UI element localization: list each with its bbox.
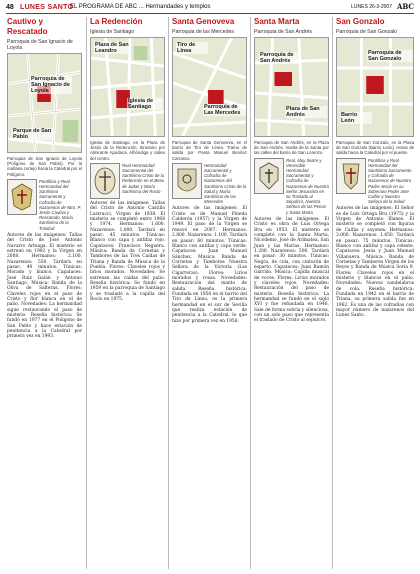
map-caption: Parroquia de Santa Genoveva, en el barrio de Tiro de Línea. Tramo de salida por Poeta Manuel Benítez Carrasco. bbox=[172, 140, 247, 161]
article-body: Autores de las imágenes: El Cristo es obra de Luis Ortega Bru en 1953. El misterio se completó con la Santa Marta, Nicodemo, José de Arimatea, San Juan y las Marías. Hermanos: 1.200. Nazarenos: 500. Tardará en pasar: 30 minutos. Túnicas: Negra, de cola, con cinturón de esparto. Capataces: Juan Ramón Garrido. Música: Capilla musical de voces. Flores: Lirios morados y claveles rojos. Novedades: Restauración del paso de misterio. Reseña histórica: La hermandad se fundó en el siglo XVI y fue refundada en 1946. Sale de forma sobria y silenciosa, con un solo paso que representa el traslado de Cristo al sepulcro. bbox=[254, 216, 329, 324]
column-title: San Gonzalo bbox=[336, 17, 385, 26]
street-map bbox=[7, 53, 82, 153]
column-title: Santa Genoveva bbox=[172, 17, 235, 26]
map-label-church: Parroquia de San Gonzalo bbox=[367, 50, 413, 62]
page-number: 48 bbox=[6, 4, 14, 11]
section-title: LUNES SANTO bbox=[20, 4, 74, 11]
map-label-street: Plaza de San Andrés bbox=[285, 106, 327, 118]
street-map bbox=[254, 37, 329, 137]
column-san-gonzalo bbox=[332, 17, 417, 569]
street-map bbox=[90, 37, 165, 137]
article-body: Autores de las imágenes: El Cristo es de Manuel Pineda Calderón (1957) y la Virgen de 1949. El paso de la Virgen se renovó en 2007. Hermanos: 2.800. Nazarenos: 1.100. Tardará en pasar: 60 minutos. Túnicas: Blanco con antifaz y capa verde. Capataces: Juan Manuel Sánchez. Música: Banda de Cornetas y Tambores Nuestra Señora de la Victoria (Las Cigarreras). Flores: Lirios morados y rosas. Novedades: Restauración del manto de salida. Reseña histórica: Fundada en 1956 en el barrio del Tiro de Línea, es la primera hermandad en el sur de Sevilla que realiza estación de penitencia a la Catedral, lo que hizo por primera vez en 1958. bbox=[172, 206, 247, 324]
street-map bbox=[172, 37, 247, 137]
emblem-block bbox=[7, 179, 82, 231]
map-label-church: Iglesia de Santiago bbox=[127, 98, 163, 110]
article-body: Autores de las imágenes: El Señor es de Luis Ortega Bru (1975) y la Virgen de Antonio Illanes. El misterio se completó con figuras de Caifás y sayones. Hermanos: 3.000. Nazarenos: 1.650. Tardará en pasar: 75 minutos. Túnicas: Blanco con antifaz y capa celeste. Capataces: Jesús y Juan Manuel Villanueva. Música: Banda de Cornetas y Tambores Virgen de los Reyes y Banda de Música Soria 9. Flores: Claveles rojos en el misterio y blancos en el palio. Novedades: Nuevos candelabros de cola. Reseña histórica: Fundada en 1942 en el barrio de Triana, su primera salida fue en 1962. Es una de las cofradías con mayor número de nazarenos del Lunes Santo. bbox=[336, 206, 414, 319]
column-santa-marta bbox=[250, 17, 332, 569]
emblem-caption: Pontificia y Real Hermandad del Santísimo Sacramento y Cofradía de Nazarenos de Nuestro Padre Jesús en su Soberano Poder ante Caifás y Nuestra Señora de la Salud bbox=[368, 157, 412, 205]
map-caption: Parroquia de San Andrés, en la Plaza de San Andrés. Vuelta de la Santa por las calles del barrio de San Lorenzo. bbox=[254, 140, 329, 156]
emblem-block bbox=[254, 158, 329, 215]
brotherhood-emblem-icon bbox=[7, 179, 37, 215]
emblem-block bbox=[172, 163, 247, 205]
column-subtitle: Parroquia de las Mercedes bbox=[172, 29, 234, 35]
emblem-caption: Real Hermandad Sacramental del Santísimo Cristo de la Redención en el Beso de Judas y María Santísima del Rocío bbox=[122, 162, 165, 194]
emblem-block bbox=[336, 158, 414, 205]
emblem-block bbox=[90, 163, 165, 199]
map-label-church: Parroquia de San Andrés bbox=[259, 52, 301, 64]
article-body: Autores de las imágenes: Tallas del Cristo de José Antonio Navarro Arteaga. El misterio se estrenó en 1992 y la Virgen en 2008. Hermanos: 2.100. Nazarenos: 550. Tardará en pasar: 40 minutos. Túnicas: Morado y blanco. Capataces: José Ruiz Galán y Antonio Santiago. Música: Banda de la Oliva de Salteras. Flores: Claveles rojos en el paso de Cristo y flor blanca en el de palio. Novedades: La hermandad sigue restaurando el paso de misterio. Reseña histórica: Se fundó en 1977 en el Polígono de San Pablo y hace estación de penitencia a la Catedral por primera vez en 1993. bbox=[7, 232, 82, 340]
subsection-title: EL PROGRAMA DE ABC ... Hermandades y templos bbox=[70, 4, 211, 10]
map-label-street: Parque de San Pablo bbox=[12, 128, 54, 140]
map-caption: Parroquia de San Gonzalo, en la Plaza de San Gonzalo (Barrio León). Horas de salida hacia la Catedral por el puente. bbox=[336, 140, 414, 156]
map-label-street: Tiro de Línea bbox=[176, 42, 208, 54]
street-map bbox=[336, 37, 414, 137]
map-caption: Iglesia de Santiago, en la Plaza de Jesús de la Redención. Itinerario por Almirante Apodaca, Alhóndiga y calles del centro. bbox=[90, 140, 165, 161]
column-subtitle: Parroquia de San Andrés bbox=[254, 29, 312, 35]
column-cautivo bbox=[4, 17, 85, 569]
brotherhood-emblem-icon bbox=[172, 163, 202, 199]
column-title: Santa Marta bbox=[254, 17, 300, 26]
map-label-street: Barrio León bbox=[340, 112, 372, 124]
map-label-church: Parroquia de San Ignacio de Loyola bbox=[30, 76, 72, 94]
emblem-caption: Hermandad Sacramental y Cofradía de Nazarenos del Santísimo Cristo de la Salud y María Santísima de las Mercedes bbox=[204, 162, 247, 205]
column-subtitle: Parroquia de San Ignacio de Loyola bbox=[7, 39, 73, 51]
column-title: Cautivo y Rescatado bbox=[7, 17, 48, 36]
map-label-church: Parroquia de Las Mercedes bbox=[203, 104, 247, 116]
emblem-caption: Pontificia y Real Hermandad del Santísimo Sacramento y Cofradía de Nazarenos de Ntro. P. Jesús Cautivo y Rescatado, María Santísima de la Trinidad bbox=[39, 178, 81, 231]
map-caption: Parroquia de San Ignacio de Loyola (Polígono de San Pablo). Por la mañana cortejo hacia la Catedral por el Polígono. bbox=[7, 156, 83, 177]
newspaper-logo: ABC bbox=[396, 2, 414, 11]
map-label-street: Plaza de San Leandro bbox=[95, 42, 129, 54]
brotherhood-emblem-icon bbox=[254, 158, 284, 194]
page-date: LUNES 26-3-2007 bbox=[351, 4, 392, 10]
emblem-caption: Real, Muy Ilustre y Venerable Hermandad Sacramental y Cofradía de Nazarenos de Nuestro Señor Jesucristo en su Traslado al Sepulcro, Nuestra Señora de las Penas y Santa Marta bbox=[286, 157, 329, 215]
column-subtitle: Iglesia de Santiago bbox=[90, 29, 135, 35]
brotherhood-emblem-icon bbox=[336, 158, 366, 194]
column-subtitle: Parroquia de San Gonzalo bbox=[336, 29, 398, 35]
column-santa-genoveva bbox=[168, 17, 250, 569]
article-body: Autores de las imágenes: Tallas del Cristo de Antonio Castillo Lastrucci, Virgen de 1938. El misterio se completó entre 1968 y 1974. Hermanos: 1.600. Nazarenos: 1.000. Tardará en pasar: 45 minutos. Túnicas: Blanco con capa y antifaz rojo. Capataces: Francisco Reguera. Música: Banda de Cornetas y Tambores de las Tres Caídas de Triana y Banda de Música de la Puebla. Flores: Claveles rojos y lirios morados. Novedades: Se estrenan las caídas del palio. Reseña histórica: Se fundó en 1959 en la parroquia de Santiago y se trasladó a la capilla del Rocío en 1975. bbox=[90, 200, 165, 302]
column-redencion bbox=[86, 17, 168, 569]
page-header bbox=[6, 3, 414, 14]
brotherhood-emblem-icon bbox=[90, 163, 120, 199]
column-title: La Redención bbox=[90, 17, 143, 26]
